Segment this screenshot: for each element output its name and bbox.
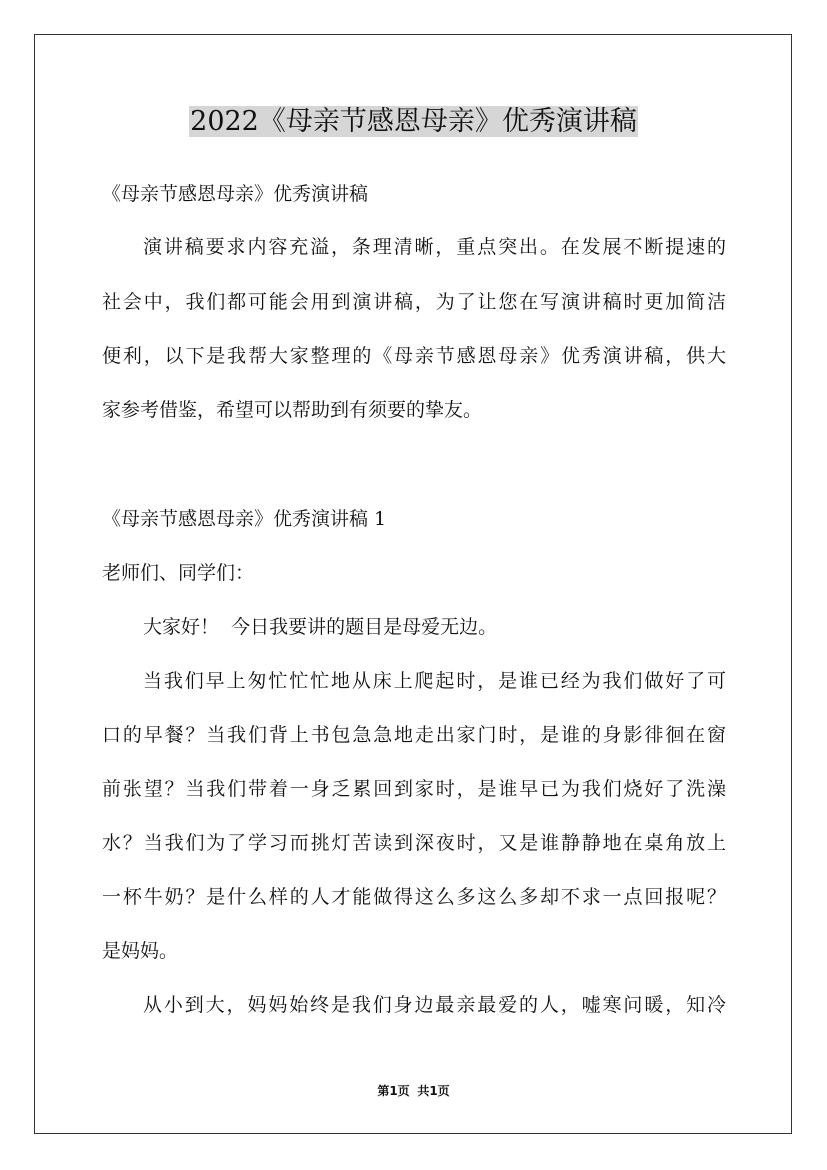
page-number: 第1页 xyxy=(377,1084,410,1098)
paragraph-line: 前张望？当我们带着一身乏累回到家时，是谁早已为我们烧好了洗澡 xyxy=(102,778,726,800)
page-total: 共1页 xyxy=(417,1084,450,1098)
paragraph-line: 一杯牛奶？是什么样的人才能做得这么多这么多却不求一点回报呢？ xyxy=(102,886,726,908)
page-footer xyxy=(0,1082,827,1100)
paragraph-line: 口的早餐？当我们背上书包急急地走出家门时，是谁的身影徘徊在窗 xyxy=(102,724,726,746)
intro-line: 演讲稿要求内容充溢，条理清晰，重点突出。在发展不断提速的 xyxy=(143,236,726,258)
subtitle: 《母亲节感恩母亲》优秀演讲稿 xyxy=(102,183,369,205)
paragraph-line: 从小到大，妈妈始终是我们身边最亲最爱的人，嘘寒问暖，知冷 xyxy=(143,994,726,1016)
intro-line: 便利，以下是我帮大家整理的《母亲节感恩母亲》优秀演讲稿，供大 xyxy=(102,345,726,367)
greeting: 大家好！ 今日我要讲的题目是母爱无边。 xyxy=(143,616,498,638)
paragraph-line: 水？当我们为了学习而挑灯苦读到深夜时，又是谁静静地在桌角放上 xyxy=(102,832,726,854)
intro-line: 社会中，我们都可能会用到演讲稿，为了让您在写演讲稿时更加简洁 xyxy=(102,291,726,313)
salutation: 老师们、同学们： xyxy=(102,562,255,584)
section-heading: 《母亲节感恩母亲》优秀演讲稿 1 xyxy=(102,508,387,530)
document-title xyxy=(0,102,827,142)
document-title-text: 2022《母亲节感恩母亲》优秀演讲稿 xyxy=(190,106,637,137)
paragraph-line: 当我们早上匆忙忙忙地从床上爬起时，是谁已经为我们做好了可 xyxy=(143,670,726,692)
intro-line: 家参考借鉴，希望可以帮助到有须要的挚友。 xyxy=(102,399,483,421)
paragraph-line: 是妈妈。 xyxy=(102,940,179,962)
